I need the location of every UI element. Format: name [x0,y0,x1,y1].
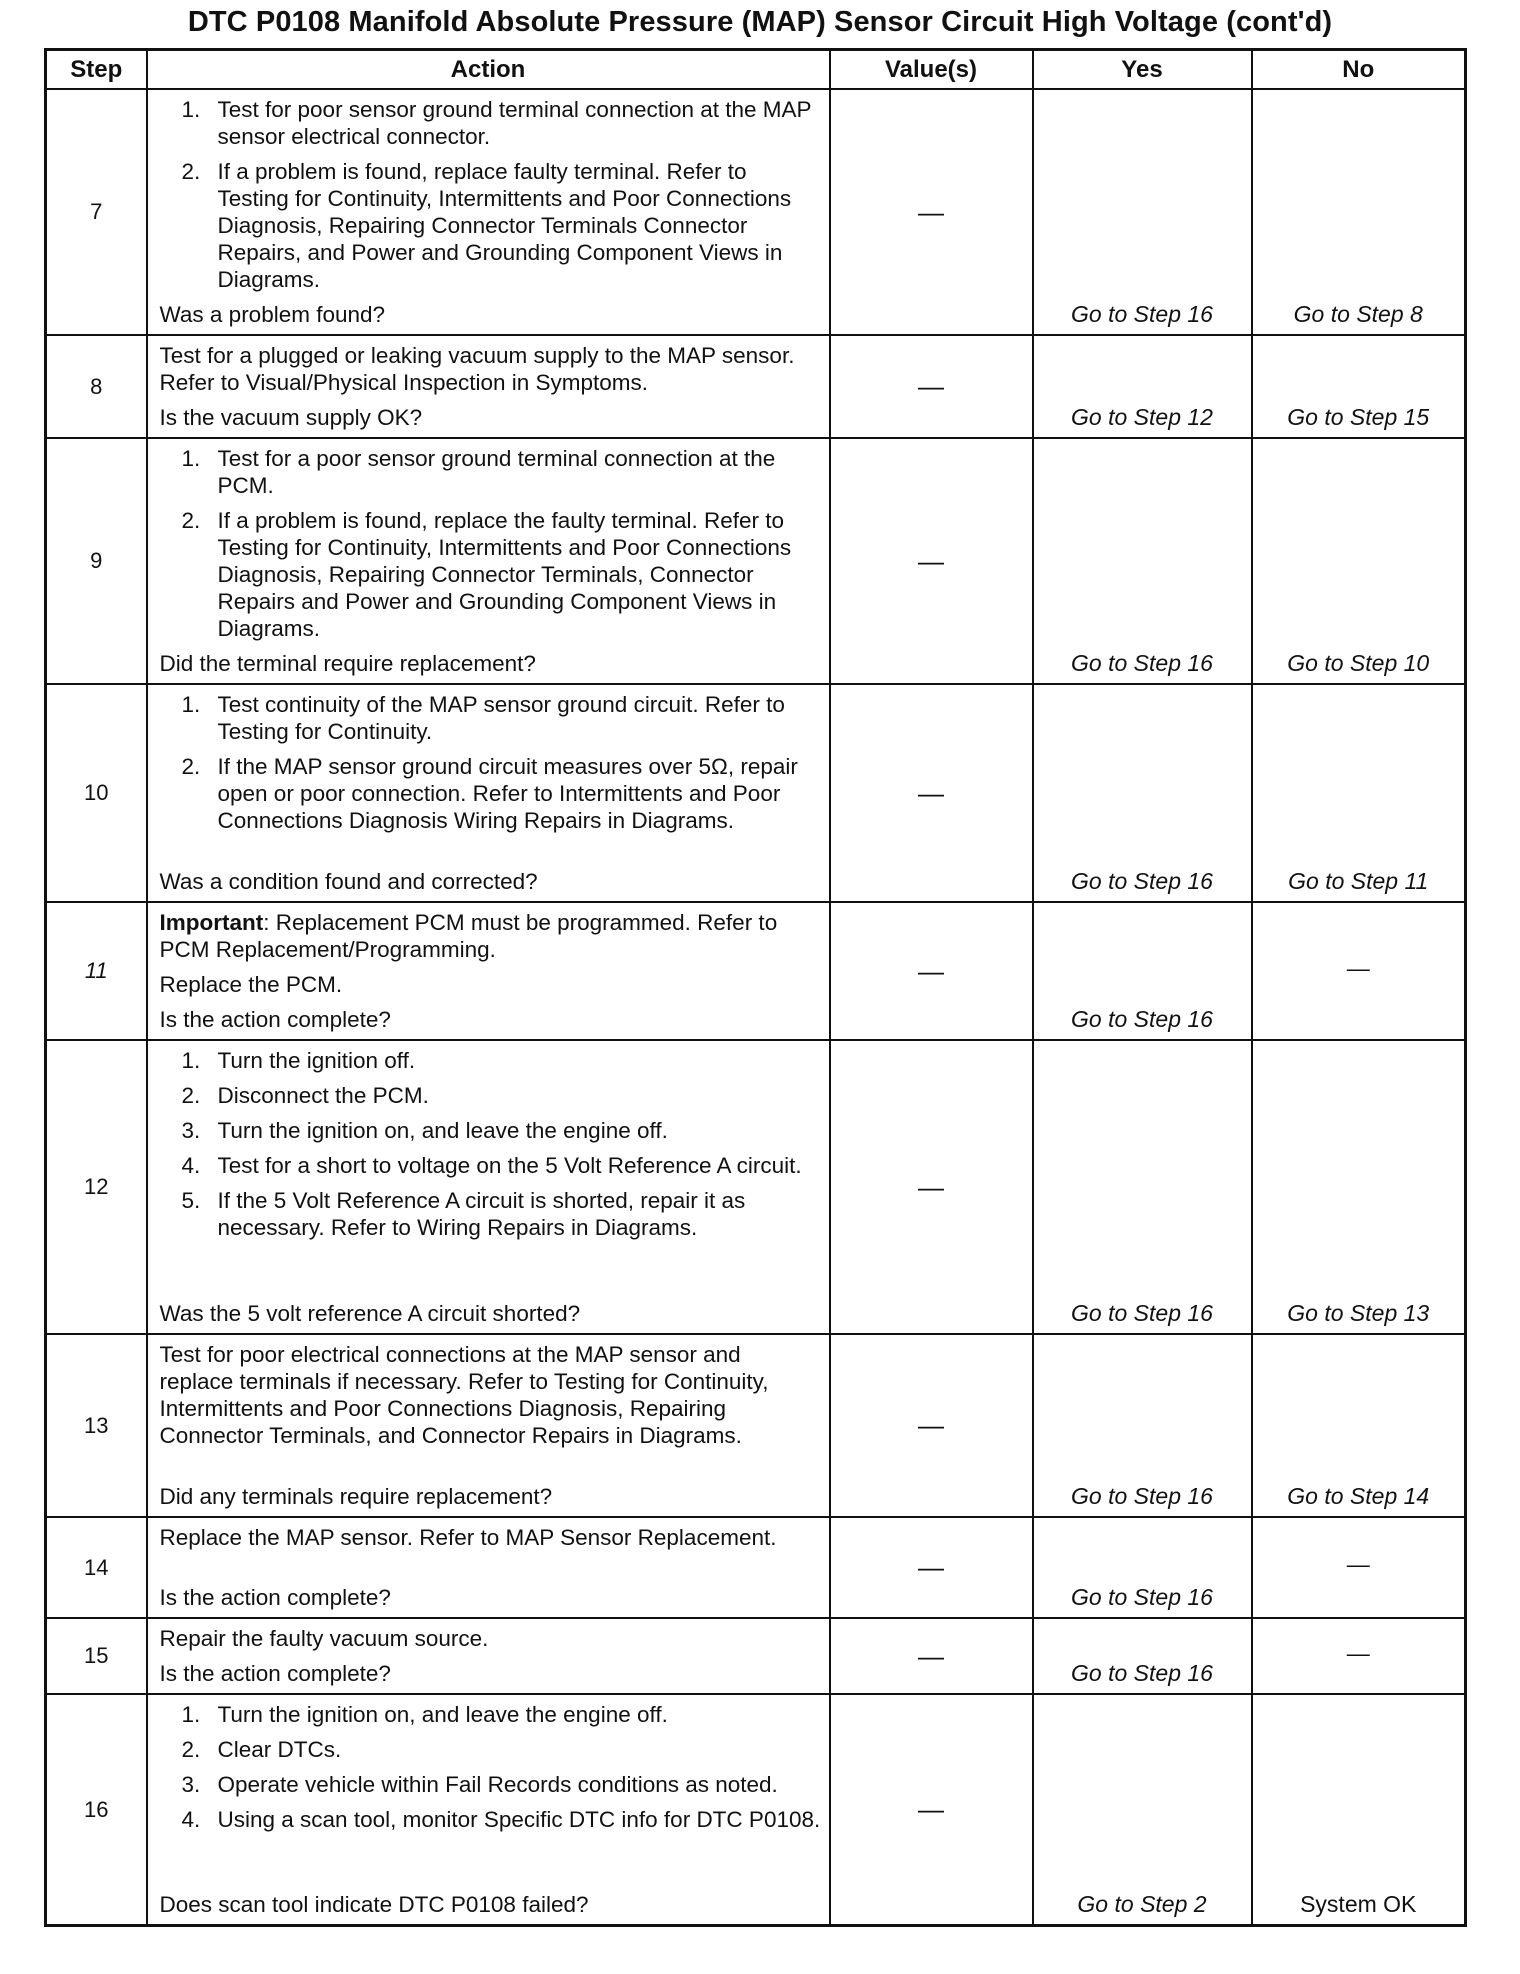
action-cell [147,89,830,335]
no-cell: Go to Step 14 [1252,1334,1466,1517]
values-cell: — [830,1694,1033,1926]
action-step-number: 1. [181,1702,201,1727]
action-question: Was a problem found? [159,302,386,327]
action-question: Is the vacuum supply OK? [159,405,423,430]
table-body [46,89,1466,1926]
action-step-number: 1. [181,97,201,122]
yes-cell: Go to Step 16 [1033,902,1252,1040]
action-step-number: 2. [181,754,201,779]
action-cell [147,1694,830,1926]
action-step-item [160,1152,821,1179]
action-step-text: If the MAP sensor ground circuit measures over 5Ω, repair open or poor connection. Refer to Intermittents and Poor Connections Diagnosis Wiring Repairs in Diagrams. [217,754,798,833]
important-label: Important [159,910,264,935]
yes-cell: Go to Step 16 [1033,89,1252,335]
action-step-text: Turn the ignition off. [217,1048,416,1073]
action-step-number: 4. [181,1153,201,1178]
action-step-text: Disconnect the PCM. [217,1083,429,1108]
action-cell [147,335,830,438]
step-number: 15 [46,1618,147,1694]
action-question: Did any terminals require replacement? [159,1484,553,1509]
table-row [46,335,1466,438]
column-header-values: Value(s) [830,50,1033,90]
action-step-text: Clear DTCs. [217,1737,342,1762]
action-step-item [160,158,821,293]
action-question: Is the action complete? [159,1585,391,1610]
action-step-number: 2. [181,508,201,533]
yes-cell: Go to Step 16 [1033,1618,1252,1694]
step-number: 8 [46,335,147,438]
action-step-number: 1. [181,692,201,717]
values-cell: — [830,1040,1033,1334]
table-row [46,89,1466,335]
action-step-number: 2. [181,159,201,184]
no-cell: Go to Step 15 [1252,335,1466,438]
action-paragraph: Test for poor electrical connections at the MAP sensor and replace terminals if necessary. Refer to Testing for Continuity, Intermittents and Poor Connections Diagnosis, Repairing Connector Terminals, and Connector Repairs in Diagrams. [159,1342,769,1448]
table-row [46,684,1466,902]
yes-cell: Go to Step 12 [1033,335,1252,438]
action-step-text: Test for a poor sensor ground terminal connection at the PCM. [217,446,776,498]
column-header-yes: Yes [1033,50,1252,90]
yes-cell: Go to Step 16 [1033,1517,1252,1618]
action-step-number: 2. [181,1737,201,1762]
action-step-number: 3. [181,1772,201,1797]
action-cell [147,684,830,902]
column-header-no: No [1252,50,1466,90]
action-steps-list [160,96,821,301]
action-step-number: 5. [181,1188,201,1213]
table-row [46,1334,1466,1517]
action-step-item [160,507,821,642]
step-number: 16 [46,1694,147,1926]
action-content [160,1524,821,1611]
action-cell [147,1517,830,1618]
step-number: 11 [46,902,147,1040]
values-cell: — [830,1517,1033,1618]
action-step-text: Test for a short to voltage on the 5 Volt Reference A circuit. [217,1153,802,1178]
column-header-action: Action [147,50,830,90]
table-row [46,1040,1466,1334]
action-step-number: 4. [181,1807,201,1832]
table-header-row [46,50,1466,90]
action-step-text: Test for poor sensor ground terminal connection at the MAP sensor electrical connector. [217,97,812,149]
action-step-item [160,445,821,499]
action-step-item [160,1082,821,1109]
yes-cell: Go to Step 16 [1033,438,1252,684]
no-cell: System OK [1252,1694,1466,1926]
action-steps-list [160,691,821,842]
action-content [160,1625,821,1687]
action-paragraph: Test for a plugged or leaking vacuum supply to the MAP sensor. Refer to Visual/Physical Inspection in Symptoms. [159,343,795,395]
action-step-item [160,753,821,834]
action-step-number: 1. [181,1048,201,1073]
action-content [160,445,821,677]
action-cell [147,438,830,684]
no-cell: Go to Step 10 [1252,438,1466,684]
action-step-item [160,1047,821,1074]
page-title: DTC P0108 Manifold Absolute Pressure (MAP) Sensor Circuit High Voltage (cont'd) [187,6,1333,38]
step-number: 10 [46,684,147,902]
table-row [46,902,1466,1040]
no-cell: Go to Step 11 [1252,684,1466,902]
action-step-item [160,691,821,745]
action-step-text: Operate vehicle within Fail Records conditions as noted. [217,1772,778,1797]
yes-cell: Go to Step 16 [1033,1334,1252,1517]
action-cell [147,902,830,1040]
action-question: Did the terminal require replacement? [159,651,536,676]
action-step-item [160,96,821,150]
action-cell [147,1334,830,1517]
action-cell [147,1618,830,1694]
column-header-step: Step [46,50,147,90]
yes-cell: Go to Step 2 [1033,1694,1252,1926]
yes-cell: Go to Step 16 [1033,1040,1252,1334]
diagnostic-table [44,48,1467,1927]
table-row [46,1618,1466,1694]
action-step-text: Turn the ignition on, and leave the engine off. [217,1118,668,1143]
action-step-number: 2. [181,1083,201,1108]
action-step-number: 3. [181,1118,201,1143]
no-cell: — [1252,1618,1466,1694]
no-cell: Go to Step 13 [1252,1040,1466,1334]
table-row [46,1517,1466,1618]
action-paragraph: Repair the faulty vacuum source. [159,1626,489,1651]
values-cell: — [830,1334,1033,1517]
step-number: 7 [46,89,147,335]
action-step-text: Test continuity of the MAP sensor ground circuit. Refer to Testing for Continuity. [217,692,785,744]
values-cell: — [830,89,1033,335]
action-content [160,1701,821,1918]
action-step-item [160,1806,821,1833]
action-step-text: Turn the ignition on, and leave the engine off. [217,1702,668,1727]
values-cell: — [830,902,1033,1040]
action-question: Was a condition found and corrected? [159,869,538,894]
action-step-item [160,1771,821,1798]
yes-cell: Go to Step 16 [1033,684,1252,902]
action-content [160,1047,821,1327]
step-number: 14 [46,1517,147,1618]
action-content [160,691,821,895]
action-step-item [160,1117,821,1144]
action-step-text: Using a scan tool, monitor Specific DTC info for DTC P0108. [217,1807,821,1832]
values-cell: — [830,438,1033,684]
no-cell: — [1252,902,1466,1040]
action-content [160,342,821,431]
table-row [46,1694,1466,1926]
action-step-text: If a problem is found, replace faulty terminal. Refer to Testing for Continuity, Intermittents and Poor Connections Diagnosis, Repairing Connector Terminals Connector Repairs, and Power and Grounding Component Views in Diagrams. [217,159,792,292]
table-row [46,438,1466,684]
action-question: Is the action complete? [159,1007,391,1032]
action-paragraph [160,909,821,963]
step-number: 13 [46,1334,147,1517]
values-cell: — [830,1618,1033,1694]
action-paragraph: Replace the MAP sensor. Refer to MAP Sensor Replacement. [159,1525,777,1550]
action-step-item [160,1187,821,1241]
action-step-item [160,1701,821,1728]
action-content [160,909,821,1033]
no-cell: Go to Step 8 [1252,89,1466,335]
action-content [160,1341,821,1510]
action-question: Was the 5 volt reference A circuit shorted? [159,1301,581,1326]
action-step-text: If a problem is found, replace the faulty terminal. Refer to Testing for Continuity, Intermittents and Poor Connections Diagnosis, Repairing Connector Terminals, Connector Repairs and Power and Grounding Component Views in Diagrams. [217,508,792,641]
action-steps-list [160,1701,821,1841]
action-content [160,96,821,328]
step-number: 9 [46,438,147,684]
action-question: Does scan tool indicate DTC P0108 failed? [159,1892,589,1917]
action-cell [147,1040,830,1334]
action-steps-list [160,445,821,650]
action-question: Is the action complete? [159,1661,391,1686]
important-text: : Replacement PCM must be programmed. Refer to PCM Replacement/Programming. [159,910,778,962]
values-cell: — [830,684,1033,902]
action-steps-list [160,1047,821,1249]
values-cell: — [830,335,1033,438]
action-step-text: If the 5 Volt Reference A circuit is shorted, repair it as necessary. Refer to Wiring Repairs in Diagrams. [217,1188,746,1240]
action-step-number: 1. [181,446,201,471]
action-paragraph: Replace the PCM. [159,972,343,997]
step-number: 12 [46,1040,147,1334]
action-step-item [160,1736,821,1763]
no-cell: — [1252,1517,1466,1618]
